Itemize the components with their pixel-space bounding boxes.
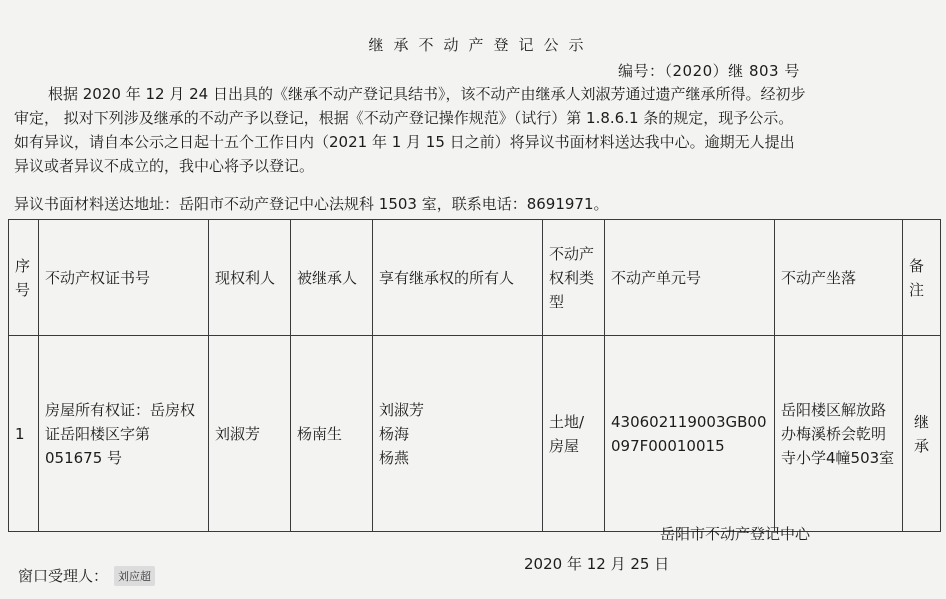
cell-cert: 房屋所有权证：岳房权证岳阳楼区字第 051675 号 <box>39 336 209 532</box>
notice-paragraph <box>14 82 912 106</box>
heir-1: 刘淑芳 <box>379 400 425 419</box>
header-location: 不动产坐落 <box>775 220 903 336</box>
header-seq: 序号 <box>9 220 39 336</box>
paragraph-line-3: 如有异议，请自本公示之日起十五个工作日内（2021 年 1 月 15 日之前）将异议书面材料送达我中心。逾期无人提出 <box>14 133 795 151</box>
clerk-line <box>18 565 155 586</box>
paragraph-line-2: 审定， 拟对下列涉及继承的不动产予以登记，根据《不动产登记操作规范》（试行）第 1.8.6.1 条的规定，现予公示。 <box>14 109 794 127</box>
header-heirs: 享有继承权的所有人 <box>373 220 543 336</box>
header-holder: 现权利人 <box>209 220 291 336</box>
heir-2: 杨海 <box>379 424 410 443</box>
issue-date: 2020 年 12 月 25 日 <box>524 555 670 573</box>
clerk-signature: 刘应超 <box>114 566 155 586</box>
heir-3: 杨燕 <box>379 448 410 467</box>
property-table <box>8 219 941 532</box>
header-type: 不动产权利类型 <box>543 220 605 336</box>
cell-holder: 刘淑芳 <box>209 336 291 532</box>
clerk-label: 窗口受理人： <box>18 567 109 585</box>
cell-unit: 430602119003GB00097F00010015 <box>605 336 775 532</box>
header-note: 备注 <box>903 220 941 336</box>
paragraph-line-1: 根据 2020 年 12 月 24 日出具的《继承不动产登记具结书》，该不动产由继承人刘淑芳通过遗产继承所得。经初步 <box>48 85 806 103</box>
cell-heirs <box>373 336 543 532</box>
cell-type: 土地/房屋 <box>543 336 605 532</box>
document-number: 编号：（2020）继 803 号 <box>618 62 800 80</box>
paragraph-line-4: 异议或者异议不成立的，我中心将予以登记。 <box>14 157 315 175</box>
table-header-row <box>9 220 941 336</box>
notice-body <box>14 82 912 178</box>
objection-address: 异议书面材料送达地址：岳阳市不动产登记中心法规科 1503 室，联系电话：8691971。 <box>14 195 609 213</box>
header-cert: 不动产权证书号 <box>39 220 209 336</box>
notice-title: 继承不动产登记公示 <box>368 36 594 54</box>
cell-seq: 1 <box>9 336 39 532</box>
header-unit: 不动产单元号 <box>605 220 775 336</box>
cell-note: 继承 <box>903 336 941 532</box>
cell-location: 岳阳楼区解放路办梅溪桥会乾明寺小学4幢503室 <box>775 336 903 532</box>
issuing-organization: 岳阳市不动产登记中心 <box>660 525 811 543</box>
table-row <box>9 336 941 532</box>
header-deceased: 被继承人 <box>291 220 373 336</box>
cell-deceased: 杨南生 <box>291 336 373 532</box>
